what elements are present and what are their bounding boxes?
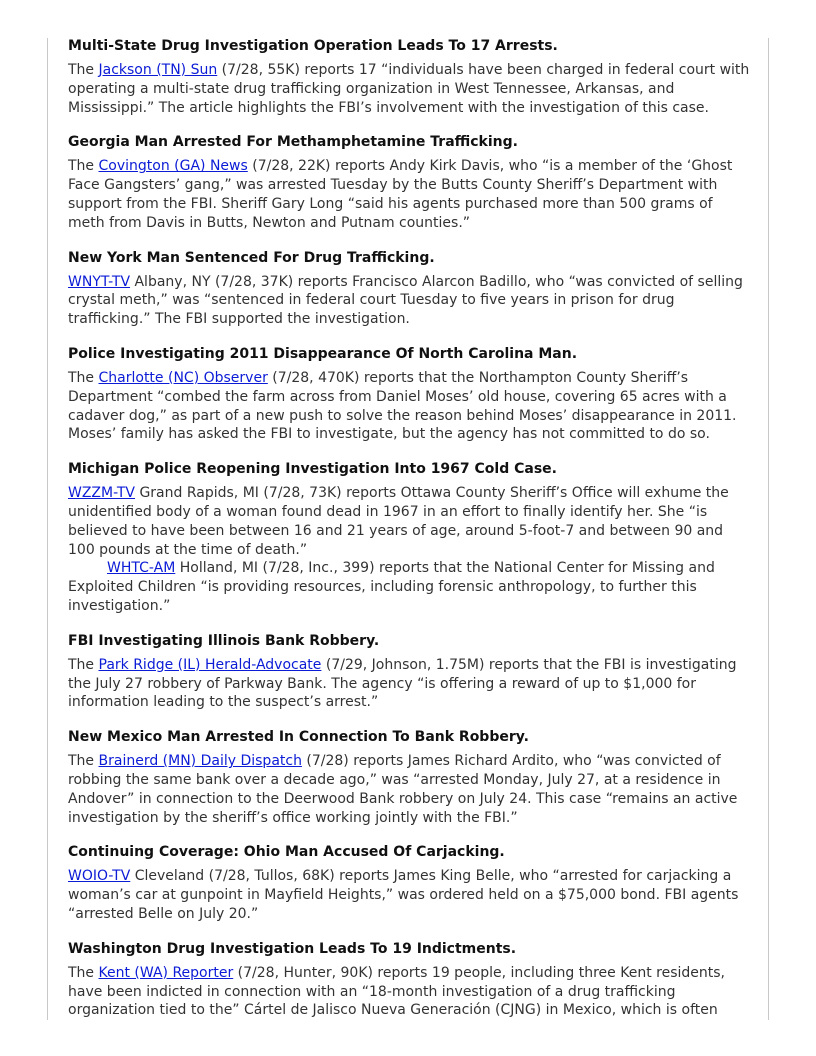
left-margin-rule xyxy=(47,38,48,1020)
article-headline: New Mexico Man Arrested In Connection To Bank Robbery. xyxy=(68,729,529,746)
article-ohio-carjacking xyxy=(68,842,752,923)
article-body: The Brainerd (MN) Daily Dispatch (7/28) reports James Richard Ardito, who “was convicted of robbing the same bank over a decade ago,” was “arrested Monday, July 27, at a residence in Andover” in connection to the Deerwood Bank robbery on July 24. This case “remains an active investigation by the sheriff’s office working jointly with the FBI.” xyxy=(68,753,738,826)
article-body: The Park Ridge (IL) Herald-Advocate (7/29, Johnson, 1.75M) reports that the FBI is investigating the July 27 robbery of Parkway Bank. The agency “is offering a reward of up to $1,000 for information leading to the suspect’s arrest.” xyxy=(68,656,737,711)
article-body: The Covington (GA) News (7/28, 22K) reports Andy Kirk Davis, who “is a member of the ‘Ghost Face Gangsters’ gang,” was arrested Tuesday by the Butts County Sheriff’s Department with support from the FBI. Sheriff Gary Long “said his agents purchased more than 500 grams of meth from Davis in Butts, Newton and Putnam counties.” xyxy=(68,158,733,231)
article-north-carolina-disappearance xyxy=(68,344,752,444)
article-new-york-sentencing xyxy=(68,248,752,329)
article-body: The Jackson (TN) Sun (7/28, 55K) reports 17 “individuals have been charged in federal court with operating a multi-state drug trafficking organization in West Tennessee, Arkansas, and Mississippi.” The article highlights the FBI’s involvement with the investigation of this case. xyxy=(68,62,750,116)
article-headline: Multi-State Drug Investigation Operation Leads To 17 Arrests. xyxy=(68,38,558,54)
article-headline: Michigan Police Reopening Investigation Into 1967 Cold Case. xyxy=(68,461,557,478)
article-georgia-meth-arrest xyxy=(68,132,752,232)
article-body: The Charlotte (NC) Observer (7/28, 470K) reports that the Northampton County Sheriff’s Department “combed the farm across from Daniel Moses’ old house, covering 65 acres with a cadaver dog,” as part of a new push to solve the reason behind Moses’ disappearance in 2011. Moses’ family has asked the FBI to investigate, but the agency has not committed to do so. xyxy=(68,369,737,443)
article-headline: Police Investigating 2011 Disappearance Of North Carolina Man. xyxy=(68,345,578,362)
source-link[interactable]: Kent (WA) Reporter xyxy=(98,964,234,981)
article-body: WNYT-TV Albany, NY (7/28, 37K) reports Francisco Alarcon Badillo, who “was convicted of selling crystal meth,” was “sentenced in federal court Tuesday to five years in prison for drug trafficking.” The FBI supported the investigation. xyxy=(68,273,743,328)
article-body: The Kent (WA) Reporter (7/28, Hunter, 90K) reports 19 people, including three Kent residents, have been indicted in connection with an “18-month investigation of a drug trafficking organization tied to the” Cártel de Jalisco Nueva Generación (CJNG) in Mexico, which is often xyxy=(68,964,725,1019)
source-link[interactable]: Park Ridge (IL) Herald-Advocate xyxy=(98,656,322,673)
right-margin-rule xyxy=(768,38,769,1020)
article-new-mexico-bank-robbery xyxy=(68,727,752,827)
article-body: WOIO-TV Cleveland (7/28, Tullos, 68K) reports James King Belle, who “arrested for carjacking a woman’s car at gunpoint in Mayfield Heights,” was ordered held on a $75,000 bond. FBI agents “arrested Belle on July 20.” xyxy=(68,868,739,922)
article-headline: FBI Investigating Illinois Bank Robbery. xyxy=(68,632,380,649)
article-headline: Georgia Man Arrested For Methamphetamine Trafficking. xyxy=(68,134,518,151)
article-drug-investigation-17-arrests xyxy=(68,36,752,117)
source-link[interactable]: WOIO-TV xyxy=(68,868,131,885)
article-headline: New York Man Sentenced For Drug Trafficking. xyxy=(68,249,435,266)
source-link[interactable]: WZZM-TV xyxy=(68,485,135,502)
source-link[interactable]: Brainerd (MN) Daily Dispatch xyxy=(98,753,302,770)
source-link[interactable]: Covington (GA) News xyxy=(98,158,248,175)
article-michigan-cold-case xyxy=(68,459,752,616)
article-body-continued: WHTC-AM Holland, MI (7/28, Inc., 399) reports that the National Center for Missing and Exploited Children “is providing resources, including forensic anthropology, to further this investigation.” xyxy=(68,560,715,614)
article-headline: Washington Drug Investigation Leads To 19 Indictments. xyxy=(68,940,517,957)
article-headline: Continuing Coverage: Ohio Man Accused Of Carjacking. xyxy=(68,844,505,861)
article-body: WZZM-TV Grand Rapids, MI (7/28, 73K) reports Ottawa County Sheriff’s Office will exhume the unidentified body of a woman found dead in 1967 in an effort to finally identify her. She “is believed to have been between 16 and 21 years of age, around 5-foot-7 and between 90 and 100 pounds at the time of death.” xyxy=(68,485,729,558)
source-link[interactable]: WNYT-TV xyxy=(68,273,131,290)
source-link[interactable]: Jackson (TN) Sun xyxy=(98,62,218,78)
article-illinois-bank-robbery xyxy=(68,631,752,712)
news-digest-page xyxy=(68,36,752,1035)
article-washington-indictments xyxy=(68,939,752,1020)
source-link[interactable]: Charlotte (NC) Observer xyxy=(98,369,268,386)
source-link[interactable]: WHTC-AM xyxy=(107,560,176,577)
